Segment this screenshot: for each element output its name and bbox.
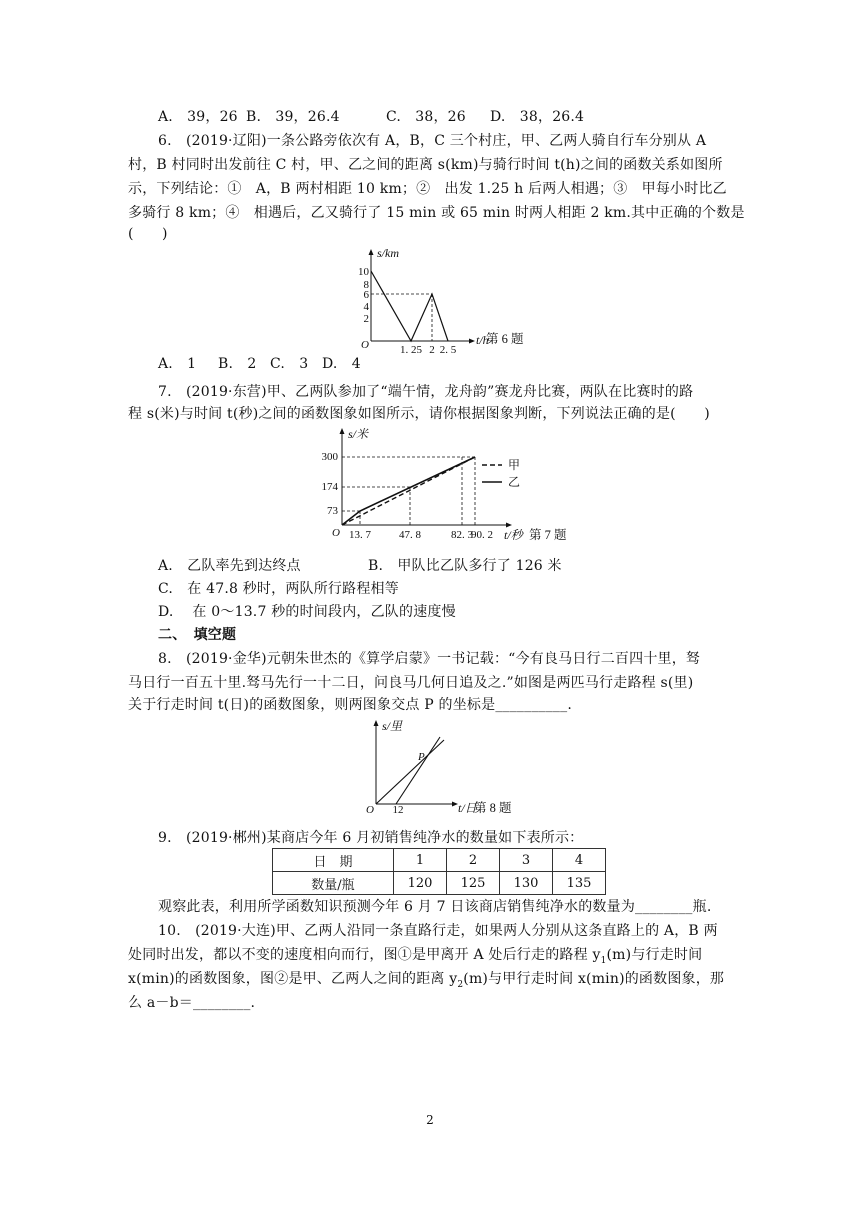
- q8-line-3: 关于行走时间 t(日)的函数图象，则两图象交点 P 的坐标是__________.: [128, 697, 572, 713]
- q6-x-tick-25: 2. 5: [439, 344, 457, 353]
- q6-x-tick-125: 1. 25: [400, 344, 422, 353]
- q10-line-3-tail: (m)与甲行走时间 x(min)的函数图象，那: [463, 971, 725, 987]
- q5-option-c: C. 38，26: [386, 109, 466, 125]
- q9-after-line: 观察此表，利用所学函数知识预测今年 6 月 7 日该商店销售纯净水的数量为________瓶.: [158, 899, 712, 915]
- q10-line-4: 么 a－b＝________.: [128, 995, 256, 1011]
- q9-sales-table: [272, 848, 606, 895]
- q7-caption: 第 7 题: [529, 528, 567, 542]
- q10-line-2-tail: (m)与行走时间: [606, 947, 703, 963]
- table-cell: 125: [447, 872, 500, 895]
- q7-legend-jia: 甲: [508, 458, 521, 472]
- q10-line-3-sub: 2: [457, 979, 464, 990]
- q7-line-2: 程 s(米)与时间 t(秒)之间的函数图象如图所示，请你根据图象判断，下列说法正确的是( ): [128, 406, 710, 422]
- table-cell: 4: [553, 849, 606, 872]
- q6-line-5: ( ): [128, 226, 168, 242]
- q10-line-3-text: x(min)的函数图象，图②是甲、乙两人之间的距离 y: [128, 971, 458, 987]
- q6-figure: [345, 245, 545, 353]
- q6-option-b: B. 2: [218, 356, 257, 372]
- q7-option-a: A. 乙队率先到达终点: [158, 558, 301, 574]
- q6-y-tick-4: 4: [363, 301, 369, 313]
- table-cell: 2: [447, 849, 500, 872]
- q7-x-arrow: [506, 523, 512, 528]
- table-cell: 135: [553, 872, 606, 895]
- q8-line-2: 马日行一百五十里.驽马先行一十二日，问良马几何日追及之.”如图是两匹马行走路程 s(里): [128, 675, 694, 691]
- q6-options: [158, 353, 361, 375]
- q7-x-tick-823: 82. 3: [451, 529, 473, 541]
- q7-y-tick-174: 174: [321, 481, 338, 493]
- q7-y-tick-300: 300: [321, 451, 338, 463]
- q6-origin: O: [361, 339, 369, 351]
- q7-legend-yi: 乙: [508, 475, 521, 489]
- q6-x-label: t/h: [476, 333, 489, 347]
- q7-x-tick-478: 47. 8: [399, 529, 421, 541]
- q7-y-tick-73: 73: [327, 505, 338, 517]
- q7-x-label: t/秒: [504, 528, 523, 542]
- q8-y-label: s/里: [382, 719, 403, 733]
- table-cell: 130: [500, 872, 553, 895]
- q7-option-c: C. 在 47.8 秒时，两队所行路程相等: [158, 581, 399, 597]
- q8-point-p: P: [418, 751, 425, 763]
- table-row: [273, 872, 606, 895]
- table-cell: 120: [394, 872, 447, 895]
- q7-option-b: B. 甲队比乙队多行了 126 米: [368, 558, 562, 574]
- q8-graph: [356, 716, 556, 820]
- q7-line-1: 7. (2019·东营)甲、乙两队参加了“端午情，龙舟韵”赛龙舟比赛，两队在比赛时的路: [158, 384, 694, 400]
- q8-figure: [356, 716, 556, 820]
- q6-option-d: D. 4: [322, 356, 361, 372]
- q10-line-1: 10. (2019·大连)甲、乙两人沿同一条直路行走，如果两人分别从这条直路上的 A，B 两: [158, 923, 718, 939]
- q6-y-tick-10: 10: [358, 266, 369, 278]
- q10-line-2-sub: 1: [600, 955, 607, 966]
- q7-y-label: s/米: [348, 427, 369, 441]
- q8-x-label: t/日: [458, 801, 477, 815]
- q6-graph: [345, 245, 545, 353]
- q5-options: [158, 106, 584, 128]
- q6-line-4: 多骑行 8 km；④ 相遇后，乙又骑行了 15 min 或 65 min 时两人相距 2 km.其中正确的个数是: [128, 205, 745, 221]
- q6-line-1: 6. (2019·辽阳)一条公路旁依次有 A，B，C 三个村庄，甲、乙两人骑自行车分别从 A: [158, 133, 707, 149]
- q6-line-3: 示，下列结论：① A，B 两村相距 10 km；② 出发 1.25 h 后两人相遇；③ 甲每小时比乙: [128, 181, 727, 197]
- table-cell: 1: [394, 849, 447, 872]
- q6-option-c: C. 3: [270, 356, 309, 372]
- q10-line-2-text: 处同时出发，都以不变的速度相向而行，图①是甲离开 A 处后行走的路程 y: [128, 947, 601, 963]
- q6-y-tick-8: 8: [363, 279, 369, 291]
- q6-line-2: 村，B 村同时出发前往 C 村，甲、乙之间的距离 s(km)与骑行时间 t(h)之间的函数关系如图所: [128, 157, 723, 173]
- q5-option-b: B. 39，26.4: [246, 109, 340, 125]
- q8-line-slow-horse: [376, 740, 444, 804]
- q7-figure: [310, 424, 610, 546]
- table-header-date: 日 期: [273, 849, 394, 872]
- q7-x-tick-137: 13. 7: [349, 529, 371, 541]
- q8-origin: O: [366, 804, 374, 816]
- table-cell: 3: [500, 849, 553, 872]
- q6-x-arrow: [469, 339, 475, 344]
- section-2-title: 二、 填空题: [158, 627, 237, 643]
- q6-y-tick-2: 2: [363, 313, 369, 325]
- q6-caption: 第 6 题: [486, 332, 524, 346]
- q6-distance-line: [371, 271, 448, 341]
- q6-y-arrow: [369, 249, 374, 255]
- table-header-quantity: 数量/瓶: [273, 872, 394, 895]
- q7-graph: [310, 424, 610, 546]
- q7-x-tick-902: 90. 2: [471, 529, 493, 541]
- page-number: 2: [426, 1113, 434, 1127]
- q6-option-a: A. 1: [158, 356, 197, 372]
- table-row: [273, 849, 606, 872]
- q8-y-arrow: [374, 720, 379, 726]
- q6-y-tick-6: 6: [363, 289, 369, 301]
- q8-line-1: 8. (2019·金华)元朝朱世杰的《算学启蒙》一书记载：“今有良马日行二百四十里，驽: [158, 651, 701, 667]
- q7-option-d: D. 在 0～13.7 秒的时间段内，乙队的速度慢: [158, 604, 456, 620]
- q7-options-ab: [158, 555, 562, 577]
- q9-line: 9. (2019·郴州)某商店今年 6 月初销售纯净水的数量如下表所示：: [158, 830, 584, 846]
- q8-caption: 第 8 题: [474, 801, 512, 815]
- q6-y-label: s/km: [377, 246, 399, 260]
- q7-y-arrow: [340, 428, 345, 434]
- q5-option-a: A. 39，26: [158, 109, 238, 125]
- q7-origin: O: [332, 527, 340, 539]
- q8-line-fast-horse: [396, 737, 440, 804]
- q6-x-tick-2: 2: [429, 344, 435, 353]
- q5-option-d: D. 38，26.4: [490, 109, 585, 125]
- q8-x-tick-12: 12: [392, 804, 404, 816]
